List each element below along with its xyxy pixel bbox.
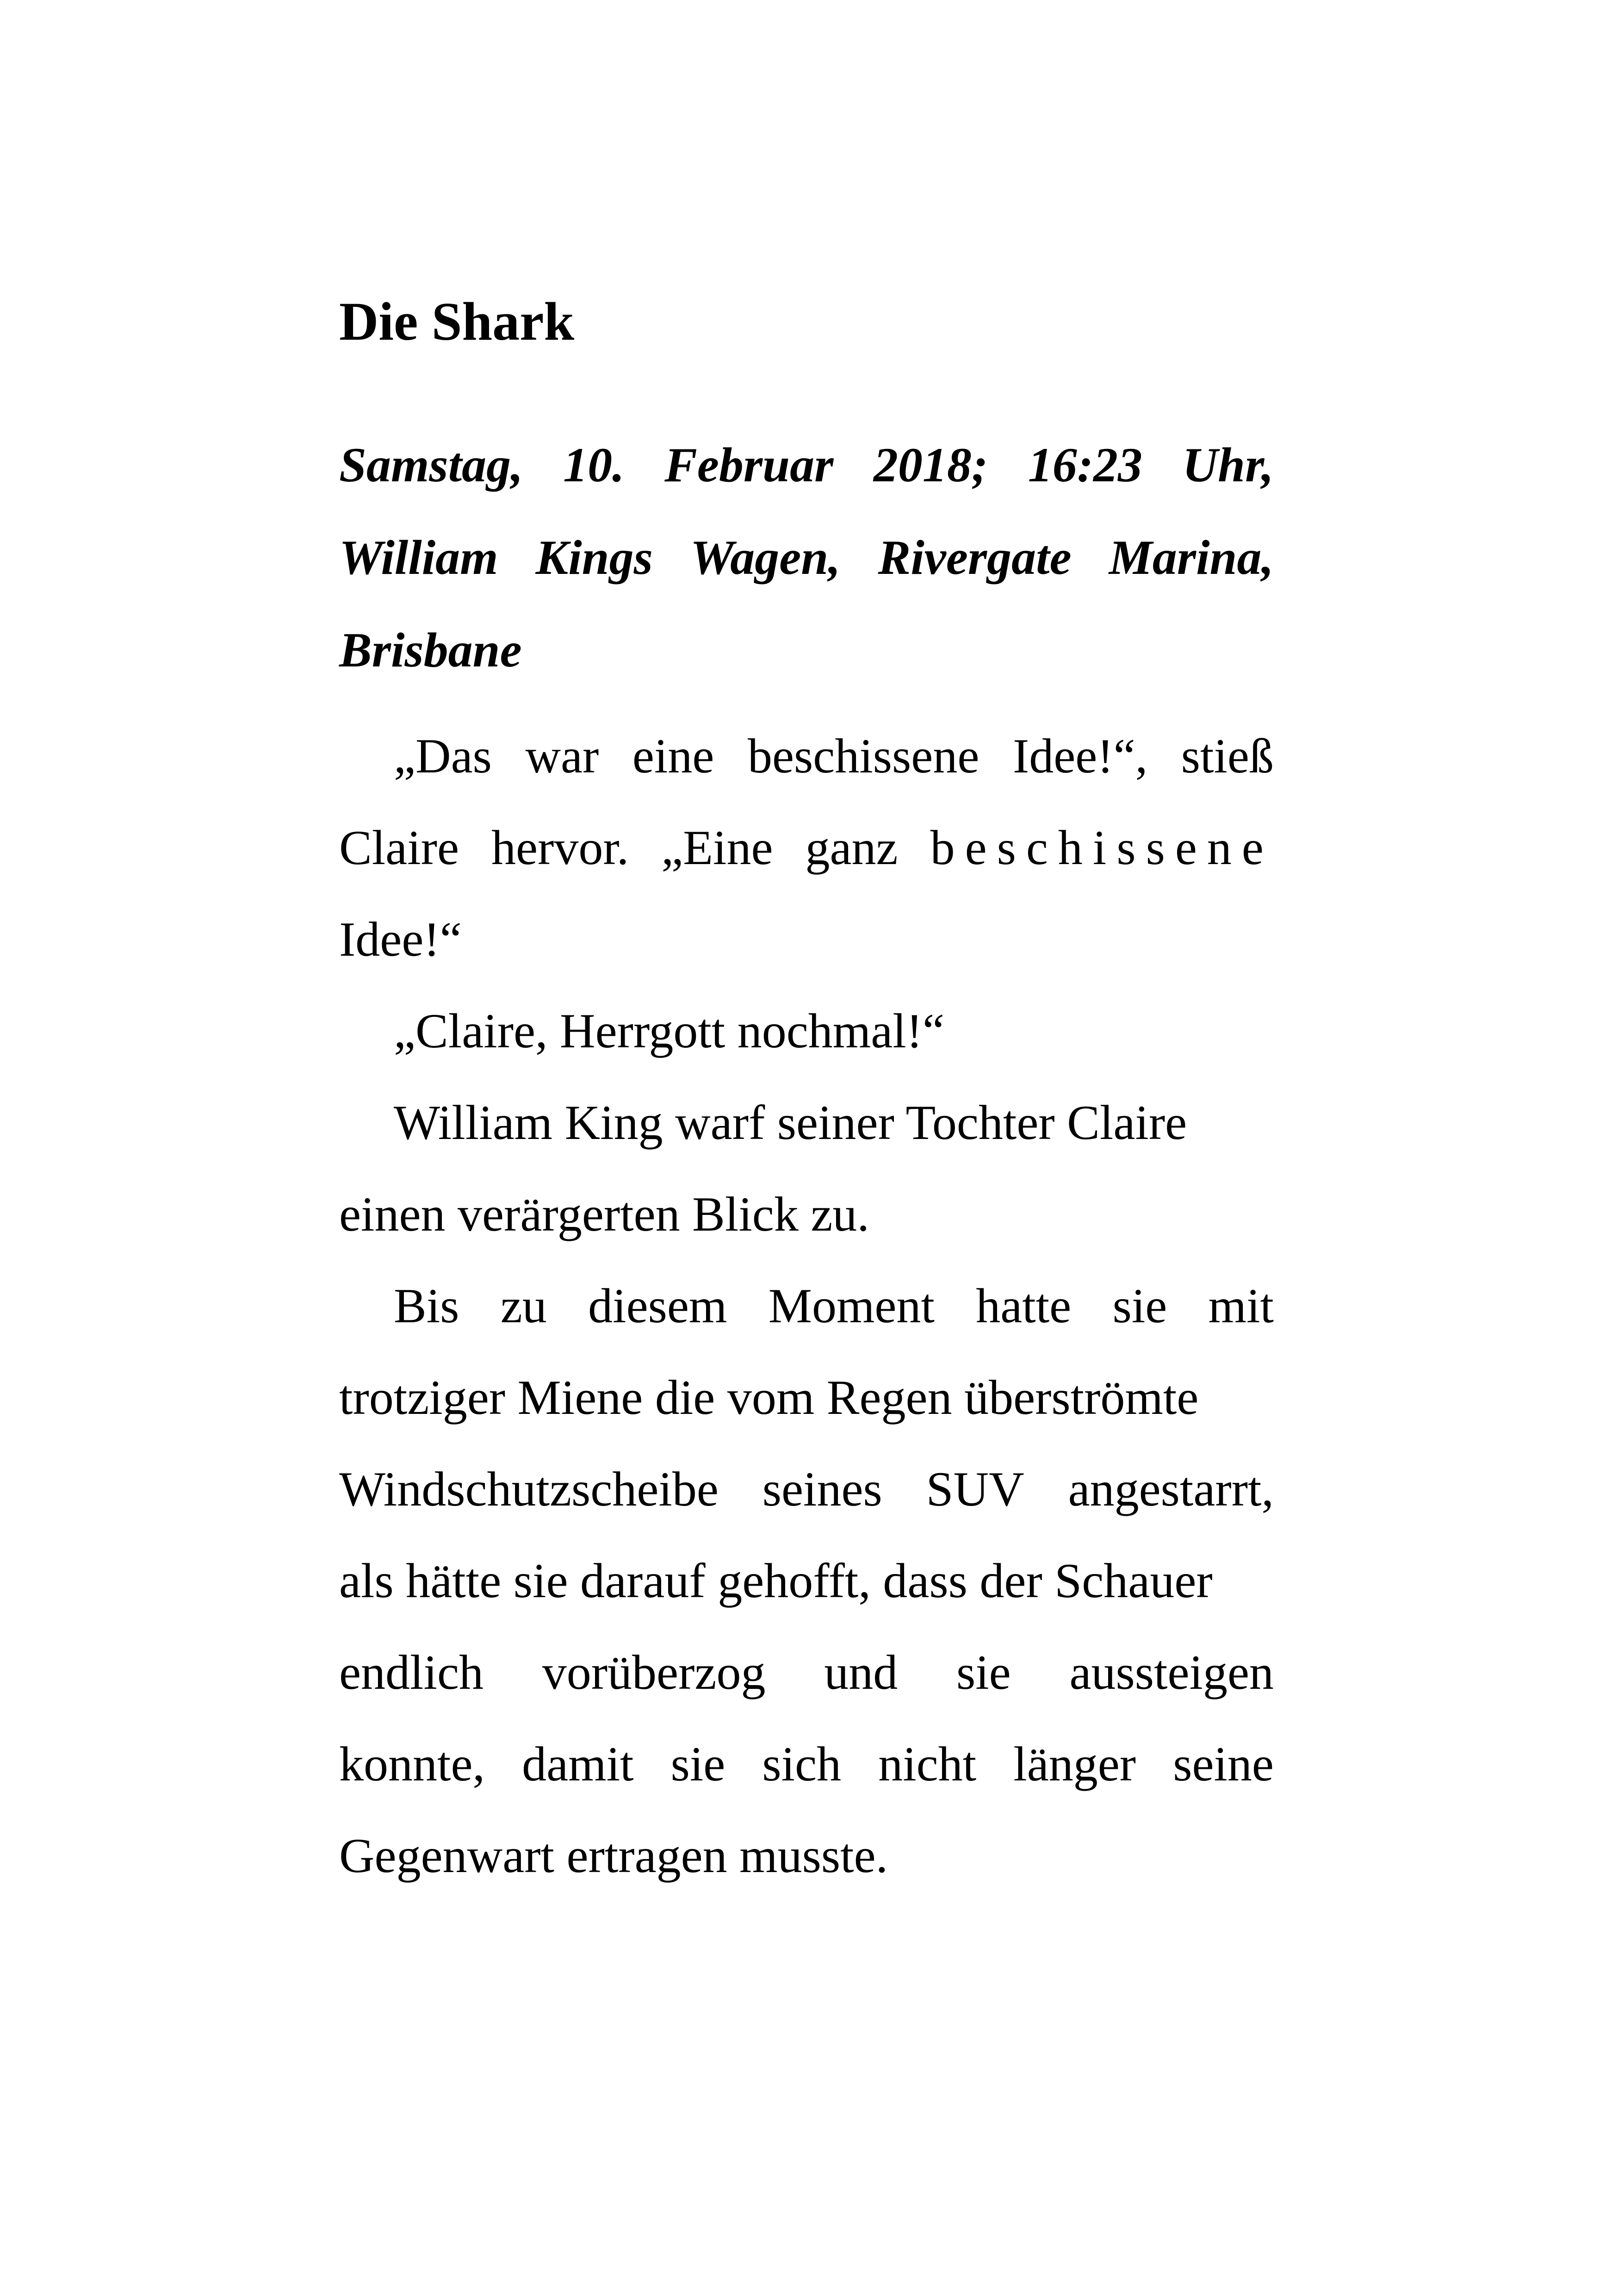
- paragraph-1-line-1: [339, 710, 1274, 802]
- scene-heading-line-2: [339, 511, 1274, 604]
- paragraph-4-line-3: [339, 1444, 1274, 1535]
- word: 2018;: [873, 438, 988, 492]
- paragraph-1-line-2: [339, 802, 1274, 894]
- word: endlich: [339, 1645, 484, 1699]
- word: Moment: [768, 1279, 935, 1333]
- word: „Eine: [661, 821, 773, 875]
- paragraph-2-line-1: „Claire, Herrgott nochmal!“: [394, 1004, 945, 1058]
- word: seines: [762, 1462, 882, 1516]
- word: sie: [670, 1737, 725, 1791]
- word: Februar: [664, 438, 834, 492]
- scene-heading-line-1: [339, 419, 1274, 511]
- scene-heading: [339, 419, 1274, 697]
- word: aussteigen: [1069, 1645, 1274, 1699]
- word: Uhr,: [1182, 438, 1274, 492]
- word: ganz: [805, 821, 898, 875]
- word: Idee!“,: [1012, 729, 1148, 783]
- word: Claire: [339, 821, 459, 875]
- word: hervor.: [491, 821, 629, 875]
- word: Rivergate: [878, 530, 1072, 585]
- word: konnte,: [339, 1737, 485, 1791]
- word: Wagen,: [690, 530, 841, 585]
- word: mit: [1208, 1279, 1274, 1333]
- word: eine: [632, 729, 714, 783]
- word: SUV: [926, 1462, 1024, 1516]
- scene-heading-line-3: [339, 604, 1274, 697]
- word: nicht: [878, 1737, 977, 1791]
- paragraph-3-line-2: einen verärgerten Blick zu.: [339, 1187, 869, 1241]
- word: seine: [1173, 1737, 1274, 1791]
- word: länger: [1013, 1737, 1136, 1791]
- word: 10.: [563, 438, 625, 492]
- paragraph-3-line-1: William King warf seiner Tochter Claire: [394, 1095, 1187, 1150]
- paragraph-4-line-6: [339, 1718, 1274, 1810]
- word: hatte: [976, 1279, 1072, 1333]
- paragraph-4-line-2: trotziger Miene die vom Regen überströmte: [339, 1370, 1199, 1425]
- paragraph-4-line-1: [339, 1260, 1274, 1352]
- word: war: [525, 729, 599, 783]
- spaced-word: beschissene: [930, 821, 1274, 875]
- word: 16:23: [1028, 438, 1143, 492]
- word: diesem: [588, 1279, 727, 1333]
- word: Brisbane: [339, 623, 522, 677]
- body-text: [339, 710, 1274, 1902]
- word: stieß: [1181, 729, 1274, 783]
- word: Kings: [535, 530, 653, 585]
- word: angestarrt,: [1068, 1462, 1274, 1516]
- word: sich: [762, 1737, 842, 1791]
- word: sie: [1112, 1279, 1167, 1333]
- book-page: [339, 287, 1274, 1902]
- word: Bis: [394, 1279, 459, 1333]
- word: zu: [500, 1279, 547, 1333]
- paragraph-4-line-4: als hätte sie darauf gehofft, dass der Schauer: [339, 1554, 1213, 1608]
- word: und: [824, 1645, 898, 1699]
- paragraph-1-line-3: Idee!“: [339, 912, 462, 966]
- word: Windschutzscheibe: [339, 1462, 719, 1516]
- paragraph-4-line-5: [339, 1627, 1274, 1718]
- word: damit: [522, 1737, 634, 1791]
- word: William: [339, 530, 498, 585]
- word: beschissene: [748, 729, 979, 783]
- chapter-title: Die Shark: [339, 291, 575, 352]
- word: „Das: [394, 729, 492, 783]
- word: sie: [956, 1645, 1011, 1699]
- word: Samstag,: [339, 438, 523, 492]
- word: Marina,: [1109, 530, 1274, 585]
- paragraph-4-line-7: Gegenwart ertragen musste.: [339, 1829, 888, 1883]
- word: vorüberzog: [542, 1645, 766, 1699]
